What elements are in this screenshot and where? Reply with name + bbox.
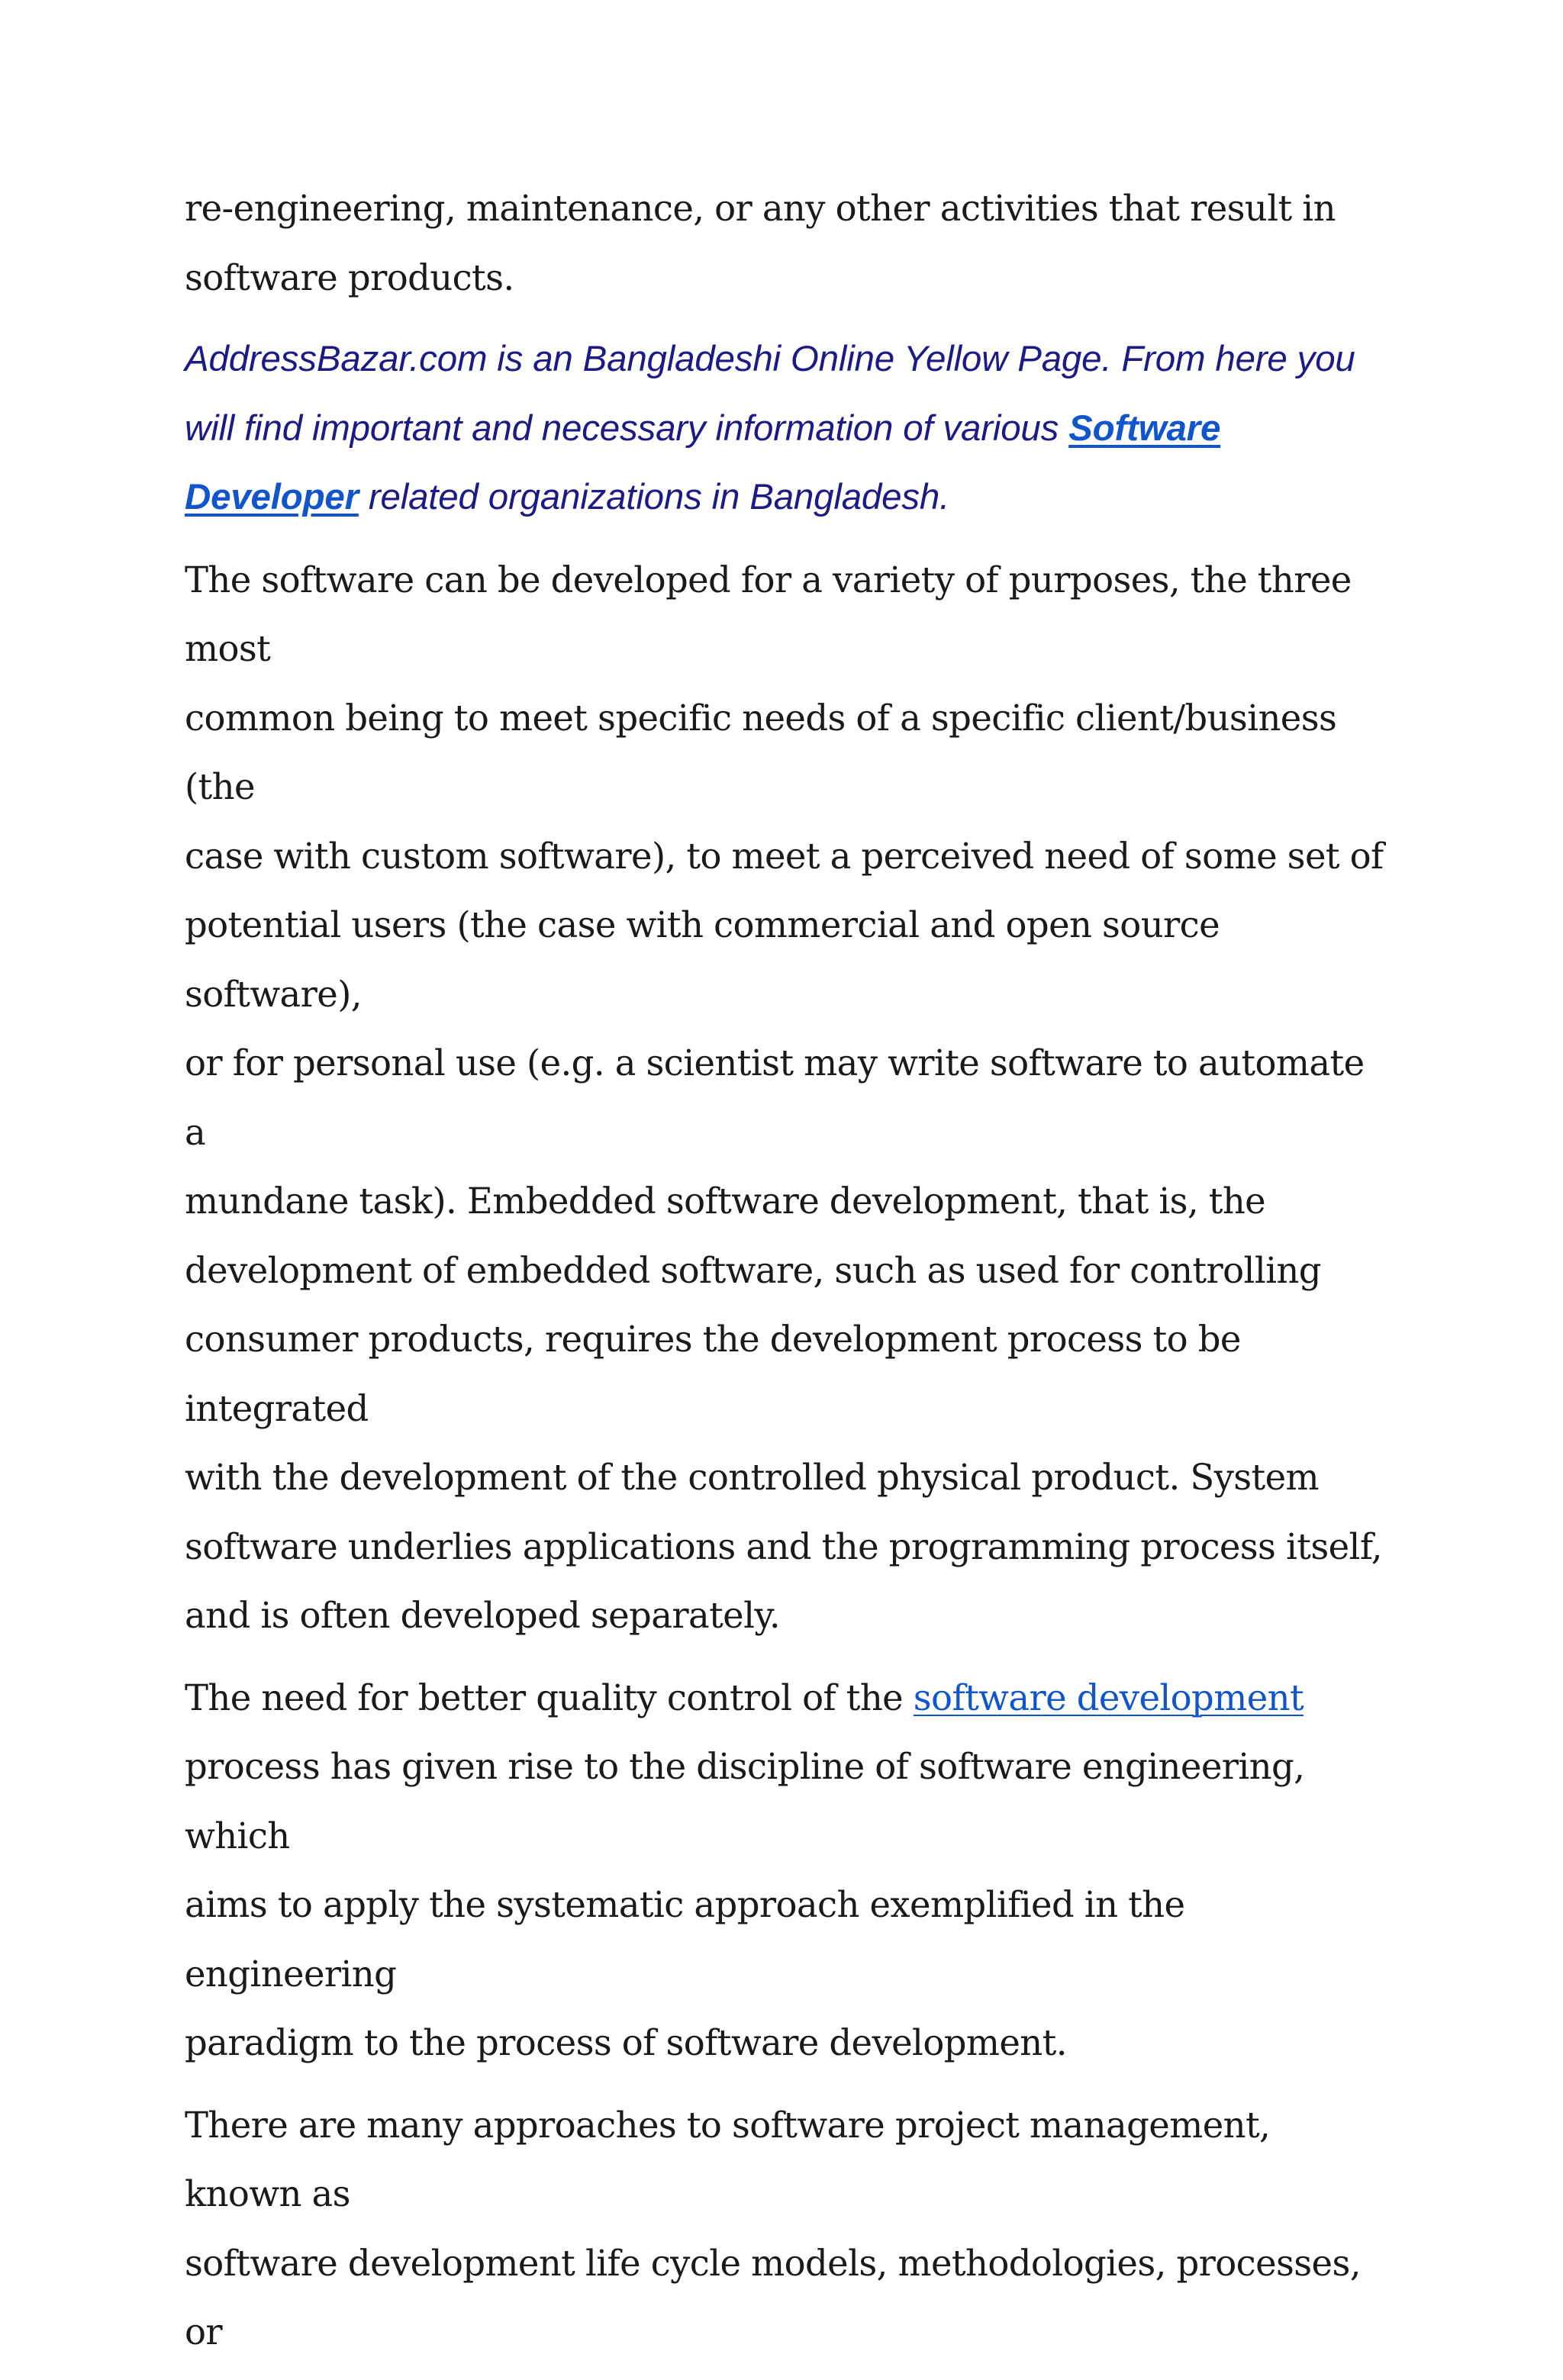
text-line: or for personal use (e.g. a scientist may write software to automate a bbox=[185, 1042, 1365, 1153]
promo-line: will find important and necessary information of various bbox=[185, 407, 1069, 449]
text-line: development of embedded software, such as used for controlling bbox=[185, 1249, 1321, 1291]
text-line: The need for better quality control of the bbox=[185, 1676, 914, 1718]
text-line: aims to apply the systematic approach exemplified in the engineering bbox=[185, 1884, 1185, 1995]
text-line: The software can be developed for a variety of purposes, the three most bbox=[185, 559, 1352, 669]
text-line: potential users (the case with commercial and open source software), bbox=[185, 904, 1220, 1015]
software-development-link[interactable]: software development bbox=[913, 1676, 1304, 1718]
promo-line: related organizations in Bangladesh. bbox=[358, 477, 950, 517]
text-line: process has given rise to the discipline of software engineering, which bbox=[185, 1746, 1305, 1857]
link-text: Developer bbox=[185, 477, 359, 517]
paragraph-intro bbox=[185, 174, 1391, 312]
text-line: software products. bbox=[185, 256, 514, 298]
text-line: There are many approaches to software project management, known as bbox=[185, 2104, 1271, 2214]
text-line: mundane task). Embedded software development, that is, the bbox=[185, 1180, 1266, 1222]
paragraph-quality bbox=[185, 1663, 1391, 2078]
promo-line: AddressBazar.com is an Bangladeshi Online Yellow Page. From here you bbox=[185, 339, 1355, 379]
link-text: Software bbox=[1068, 407, 1221, 449]
text-line: consumer products, requires the development process to be integrated bbox=[185, 1319, 1241, 1429]
text-line: and is often developed separately. bbox=[185, 1595, 781, 1636]
text-line: software underlies applications and the programming process itself, bbox=[185, 1525, 1382, 1567]
text-line: re-engineering, maintenance, or any other activities that result in bbox=[185, 188, 1336, 229]
promo-paragraph bbox=[185, 325, 1391, 533]
text-line: paradigm to the process of software development. bbox=[185, 2022, 1067, 2063]
paragraph-purposes bbox=[185, 546, 1391, 1651]
text-line: common being to meet specific needs of a specific client/business (the bbox=[185, 697, 1337, 807]
document-page bbox=[185, 174, 1391, 2380]
text-line: with the development of the controlled physical product. System bbox=[185, 1457, 1320, 1498]
text-line: case with custom software), to meet a perceived need of some set of bbox=[185, 835, 1384, 877]
text-line: software development life cycle models, methodologies, processes, or bbox=[185, 2242, 1361, 2353]
paragraph-approaches bbox=[185, 2091, 1391, 2367]
